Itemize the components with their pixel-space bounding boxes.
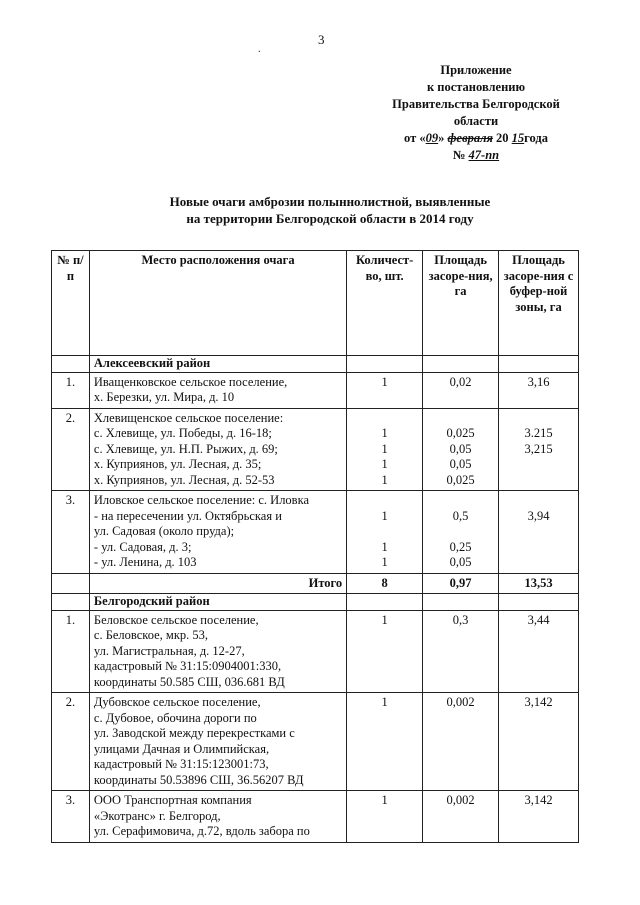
place-line: - ул. Ленина, д. 103	[93, 555, 197, 569]
place-line: с. Беловское, мкр. 53,	[93, 628, 209, 642]
area-value: 0,05	[449, 457, 472, 471]
region-empty-cell	[52, 356, 90, 373]
row-area	[423, 491, 499, 574]
row-number: 3.	[52, 491, 90, 574]
row-count	[347, 372, 423, 408]
row-number: 1.	[52, 610, 90, 693]
buffer-value: 3,44	[527, 612, 550, 627]
region-name: Белгородский район	[89, 594, 346, 611]
buffer-value	[503, 493, 574, 509]
row-buffer	[499, 693, 579, 791]
table-row	[52, 693, 579, 791]
place-line: ул. Садовая (около пруда);	[93, 524, 235, 538]
buffer-value: 3,16	[527, 374, 550, 389]
handwritten-day: 09	[425, 131, 439, 145]
table-row	[52, 610, 579, 693]
area-value: 0,3	[452, 612, 469, 627]
row-area	[423, 408, 499, 491]
row-count	[347, 791, 423, 843]
table-row	[52, 791, 579, 843]
header-buffer: Площадь засоре-ния с буфер-ной зоны, га	[499, 251, 579, 356]
row-area	[423, 791, 499, 843]
place-line: с. Хлевище, ул. Н.П. Рыжих, д. 69;	[93, 441, 278, 456]
region-empty-cell	[347, 356, 423, 373]
handwritten-number: 47-пп	[468, 148, 500, 162]
count-value	[351, 524, 418, 540]
place-line: «Экотранс» г. Белгород,	[93, 808, 221, 823]
count-value: 1	[381, 441, 388, 456]
place-line: ул. Серафимовича, д.72, вдоль забора по	[93, 824, 310, 838]
place-line: Иващенковское сельское поселение,	[93, 374, 288, 389]
buffer-value	[503, 411, 574, 427]
place-line: х. Куприянов, ул. Лесная, д. 35;	[93, 457, 262, 471]
area-value: 0,025	[446, 426, 475, 440]
row-count	[347, 491, 423, 574]
area-value	[427, 493, 494, 509]
row-area	[423, 610, 499, 693]
area-value: 0,02	[449, 374, 472, 389]
buffer-value	[503, 457, 574, 473]
count-value: 1	[381, 374, 388, 389]
count-value: 1	[381, 695, 388, 709]
row-place	[89, 610, 346, 693]
header-place: Место расположения очага	[89, 251, 346, 356]
place-line: - на пересечении ул. Октябрьская и	[93, 508, 282, 523]
count-value: 1	[381, 612, 388, 627]
row-place	[89, 408, 346, 491]
count-value: 1	[381, 457, 388, 471]
table-row	[52, 372, 579, 408]
region-empty-cell	[423, 356, 499, 373]
area-value: 0,05	[449, 555, 472, 569]
approval-block	[376, 62, 576, 164]
count-value: 1	[381, 539, 388, 554]
buffer-value	[503, 555, 574, 571]
place-line: с. Хлевище, ул. Победы, д. 16-18;	[93, 426, 272, 440]
count-value	[351, 493, 418, 509]
area-value: 0,002	[446, 793, 475, 807]
count-value: 1	[381, 793, 388, 807]
row-place	[89, 693, 346, 791]
place-line: с. Дубовое, обочина дороги по	[93, 710, 257, 725]
area-value: 0,002	[446, 695, 475, 709]
approval-line: Правительства Белгородской	[392, 97, 560, 111]
place-line: х. Куприянов, ул. Лесная, д. 52-53	[93, 472, 275, 487]
place-line: Дубовское сельское поселение,	[93, 695, 261, 709]
approval-number: № 47-пп	[452, 148, 500, 162]
buffer-value: 3,94	[527, 508, 550, 523]
region-empty-cell	[347, 594, 423, 611]
total-empty-cell	[52, 573, 90, 594]
area-value: 0,025	[446, 472, 475, 487]
count-value	[351, 411, 418, 427]
area-value: 0,25	[449, 539, 472, 554]
buffer-value: 3,215	[524, 441, 553, 456]
header-dot: .	[258, 44, 261, 55]
handwritten-month: февраля	[447, 131, 493, 145]
row-count	[347, 693, 423, 791]
total-area: 0,97	[423, 573, 499, 594]
total-buffer: 13,53	[499, 573, 579, 594]
count-value: 1	[381, 555, 388, 569]
count-value: 1	[381, 508, 388, 523]
count-value: 1	[381, 472, 388, 487]
approval-line: к постановлению	[426, 80, 526, 94]
row-count	[347, 408, 423, 491]
region-empty-cell	[52, 594, 90, 611]
place-line: ООО Транспортная компания	[93, 793, 252, 807]
approval-line: Приложение	[440, 63, 512, 77]
row-buffer	[499, 372, 579, 408]
document-title: Новые очаги амброзии полыннолистной, выявленные на территории Белгородской области в 2014 году	[169, 194, 491, 226]
total-count: 8	[347, 573, 423, 594]
row-number: 3.	[52, 791, 90, 843]
buffer-value	[503, 473, 574, 489]
row-buffer	[499, 491, 579, 574]
header-num: № п/п	[52, 251, 90, 356]
table-body	[52, 356, 579, 843]
table-row	[52, 491, 579, 574]
region-name: Алексеевский район	[89, 356, 346, 373]
area-value	[427, 524, 494, 540]
row-buffer	[499, 791, 579, 843]
buffer-value: 3,142	[524, 793, 553, 807]
row-area	[423, 693, 499, 791]
region-row	[52, 594, 579, 611]
outbreaks-table	[51, 250, 579, 843]
row-place	[89, 491, 346, 574]
buffer-value	[503, 524, 574, 540]
place-line: Иловское сельское поселение: с. Иловка	[93, 493, 310, 507]
buffer-value: 3,142	[524, 695, 553, 709]
approval-line: области	[453, 114, 499, 128]
buffer-value	[503, 540, 574, 556]
row-place	[89, 791, 346, 843]
header-count: Количест-во, шт.	[347, 251, 423, 356]
row-count	[347, 610, 423, 693]
buffer-value: 3.215	[524, 426, 553, 440]
table-row	[52, 408, 579, 491]
place-line: х. Березки, ул. Мира, д. 10	[93, 390, 235, 404]
page-number: 3	[318, 32, 325, 47]
row-buffer	[499, 610, 579, 693]
place-line: Беловское сельское поселение,	[93, 612, 259, 627]
total-label: Итого	[89, 573, 346, 594]
region-empty-cell	[499, 594, 579, 611]
row-place	[89, 372, 346, 408]
table-header-row	[52, 251, 579, 356]
region-empty-cell	[499, 356, 579, 373]
header-area: Площадь засоре-ния, га	[423, 251, 499, 356]
approval-date: от «09» февраля 20 15года	[404, 131, 548, 145]
area-value: 0,5	[452, 508, 469, 523]
place-line: улицами Дачная и Олимпийская,	[93, 741, 270, 756]
place-line: ул. Магистральная, д. 12-27,	[93, 643, 245, 658]
handwritten-year: 15	[511, 131, 525, 145]
row-buffer	[499, 408, 579, 491]
area-value	[427, 411, 494, 427]
place-line: ул. Заводской между перекрестками с	[93, 726, 295, 740]
row-number: 1.	[52, 372, 90, 408]
place-line: кадастровый № 31:15:123001:73,	[93, 757, 269, 771]
row-area	[423, 372, 499, 408]
region-empty-cell	[423, 594, 499, 611]
place-line: координаты 50.53896 СШ, 36.56207 ВД	[93, 772, 304, 787]
row-number: 2.	[52, 693, 90, 791]
place-line: Хлевищенское сельское поселение:	[93, 410, 284, 425]
place-line: кадастровый № 31:15:0904001:330,	[93, 659, 282, 673]
count-value: 1	[381, 426, 388, 440]
area-value: 0,05	[449, 441, 472, 456]
place-line: - ул. Садовая, д. 3;	[93, 539, 192, 554]
row-number: 2.	[52, 408, 90, 491]
total-row	[52, 573, 579, 594]
place-line: координаты 50.585 СШ, 036.681 ВД	[93, 674, 285, 689]
region-row	[52, 356, 579, 373]
